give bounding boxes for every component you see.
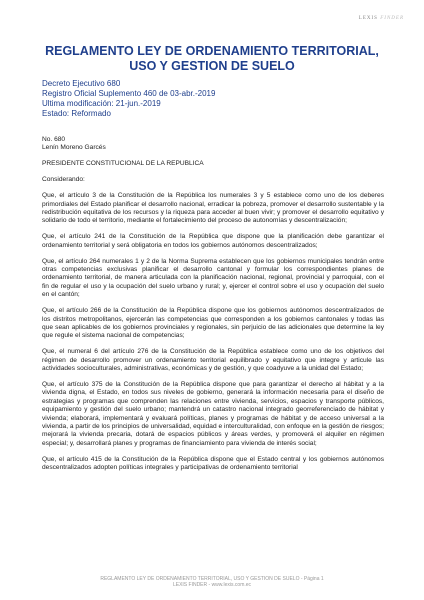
document-body (42, 136, 384, 480)
paragraph-art-375: Que, el artículo 375 de la Constitución de la República dispone que para garantizar el derecho al hábitat y a la vivienda digna, el Estado, en todos sus niveles de gobierno, generará la información necesaria para el diseño de estrategias y programas que comprenden las relaciones entre vivienda, servicios, espacios y transporte públicos, equipamiento y gestión del suelo urbano; mantendrá un catastro nacional integrado georreferenciado de hábitat y vivienda; elaborará, implementará y evaluará políticas, planes y programas de hábitat y de acceso universal a la vivienda, a partir de los principios de universalidad, equidad e interculturalidad, con enfoque en la gestión de riesgos; mejorará la vivienda precaria, dotará de espacios públicos y áreas verdes, y promoverá el alquiler en régimen especial; y, desarrollará planes y programas de financiamiento para vivienda de interés social; (42, 380, 384, 447)
footer-title: REGLAMENTO LEY DE ORDENAMIENTO TERRITORIAL, USO Y GESTION DE SUELO - Página 1 (100, 576, 324, 582)
paragraph-art-415: Que, el artículo 415 de la Constitución de la República dispone que el Estado central y los gobiernos autónomos descentralizados adopten políticas integrales y participativas de ordenamiento territorial (42, 455, 384, 472)
lexis-finder-logo (359, 16, 404, 21)
meta-registry: Registro Oficial Suplemento 460 de 03-abr.-2019 (42, 89, 216, 98)
considerando-heading: Considerando: (42, 176, 85, 184)
decree-number: No. 680 (42, 136, 66, 143)
meta-last-modified: Ultima modificación: 21-jun.-2019 (42, 99, 161, 108)
logo-main: LEXIS (358, 16, 378, 21)
page-footer (0, 576, 424, 589)
meta-status: Estado: Reformado (42, 109, 111, 118)
document-title (20, 44, 404, 74)
paragraph-art-241: Que, el artículo 241 de la Constitución de la República que dispone que la planificación debe garantizar el ordenamiento territorial y será obligatoria en todos los gobiernos autónomos descentralizados; (42, 233, 384, 249)
paragraph-art-266: Que, el artículo 266 de la Constitución de la República dispone que los gobiernos autónomos descentralizados de los distritos metropolitanos, ejercerán las competencias que corresponden a los gobiernos cantonales y todas las que sean aplicables de los gobiernos provinciales y regionales, sin perjuicio de las adicionales que determine la ley que regule el sistema nacional de competencias; (42, 307, 384, 340)
office-title: PRESIDENTE CONSTITUCIONAL DE LA REPUBLICA (42, 160, 204, 168)
meta-decree: Decreto Ejecutivo 680 (42, 79, 121, 88)
paragraph-art-276: Que, el numeral 6 del artículo 276 de la Constitución de la República establece como uno de los objetivos del régimen de desarrollo promover un ordenamiento territorial equilibrado y equitativo que integre y articule las actividades socioculturales, administrativas, económicas y de gestión, y que coadyuve a la unidad del Estado; (42, 348, 384, 373)
decree-author: Lenín Moreno Garcés (42, 144, 106, 152)
title-line-1: REGLAMENTO LEY DE ORDENAMIENTO TERRITORIAL, (45, 44, 379, 58)
logo-sub: FINDER (380, 16, 404, 21)
paragraph-art-3: Que, el artículo 3 de la Constitución de la República los numerales 3 y 5 establece como uno de los deberes primordiales del Estado planificar el desarrollo nacional, erradicar la pobreza, promover el desarrollo sustentable y la redistribución equitativa de los recursos y la riqueza para acceder al buen vivir; y promover el desarrollo equitativo y solidario de todo el territorio, mediante el fortalecimiento del proceso de autonomías y descentralización; (42, 192, 384, 225)
title-line-2: USO Y GESTION DE SUELO (129, 59, 295, 73)
paragraph-art-264: Que, el artículo 264 numerales 1 y 2 de la Norma Suprema establecen que los gobiernos municipales tendrán entre otras competencias exclusivas planificar el desarrollo cantonal y formular los correspondientes planes de ordenamiento territorial, de manera articulada con la planificación nacional, regional, provincial y parroquial, con el fin de regular el uso y la ocupación del suelo urbano y rural; y, ejercer el control sobre el uso y ocupación del suelo en el cantón; (42, 257, 384, 299)
document-meta (42, 79, 215, 119)
footer-site: LEXIS FINDER - www.lexis.com.ec (172, 582, 252, 589)
